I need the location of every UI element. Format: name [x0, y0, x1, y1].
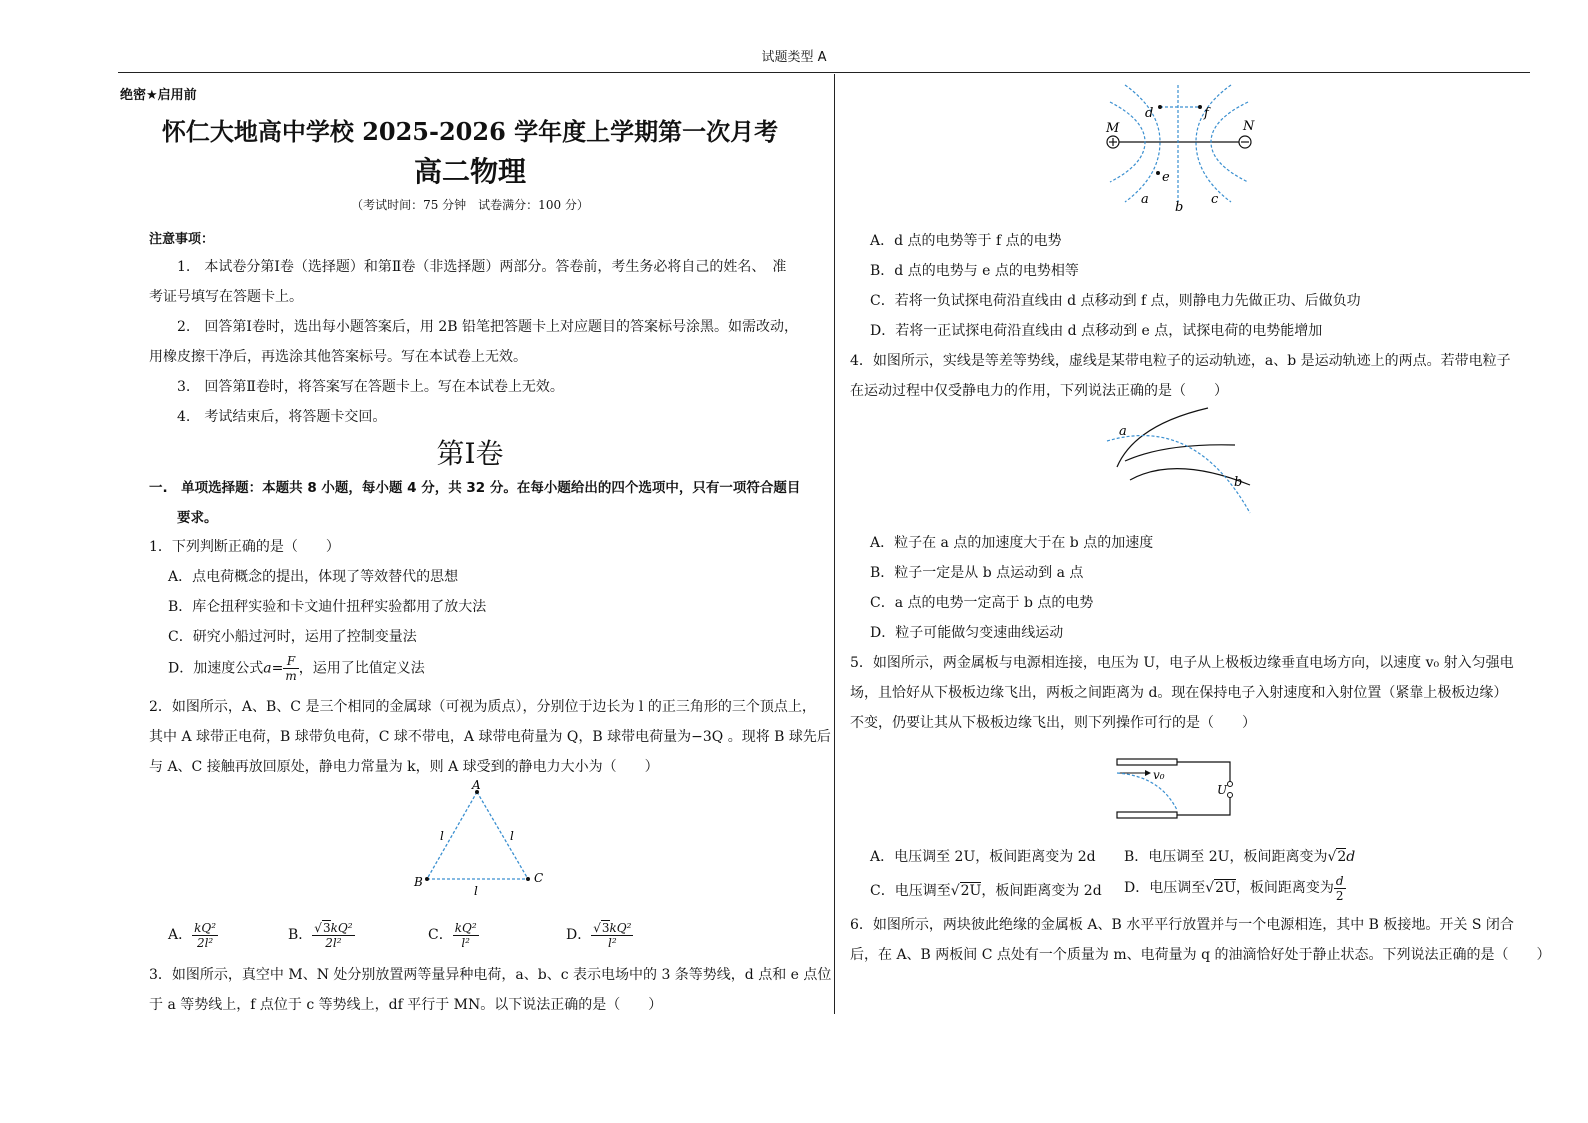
point-f — [1198, 105, 1202, 109]
q5-d-root: 2U — [1215, 880, 1236, 896]
q2-d-label: D． — [566, 927, 592, 943]
question-5-option-d: D．电压调至√2U，板间距离变为 $\frac{d}{2}$ — [1124, 873, 1344, 903]
label-e: e — [1162, 170, 1170, 185]
label-m: M — [1106, 121, 1120, 136]
wire — [1177, 762, 1230, 782]
question-2-line: 2．如图所示，A、B、C 是三个相同的金属球（可视为质点），分别位于边长为 l 的正三角形的三个顶点上， — [149, 699, 816, 715]
terminal-icon — [1228, 793, 1233, 798]
label-b: b — [1175, 200, 1184, 215]
label-u: U — [1217, 783, 1228, 797]
label-a: a — [1119, 424, 1127, 439]
equipotential-line — [1125, 445, 1235, 461]
q2-a-fraction — [192, 921, 218, 950]
q5-d-mid: ，板间距离变为 — [1235, 880, 1334, 896]
q5-d-fraction — [1334, 874, 1346, 903]
q5-b-prefix: B．电压调至 2U，板间距离变为 — [1124, 849, 1328, 865]
question-5-line: 不变，仍要让其从下极板边缘飞出，则下列操作可行的是（ ） — [850, 715, 1256, 731]
wire — [1177, 797, 1230, 815]
q5-d-prefix: D．电压调至 — [1124, 880, 1206, 896]
question-3-line: 3．如图所示，真空中 M、N 处分别放置两等量异种电荷，a、b、c 表示电场中的 3 条等势线，d 点和 e 点位 — [149, 967, 832, 983]
label-c: c — [1211, 192, 1219, 207]
q2-b-label: B． — [288, 927, 313, 943]
q2-b-fraction — [312, 921, 354, 950]
q5-c-root: 2U — [960, 883, 982, 899]
question-2-line: 与 A、C 接触再放回原处，静电力常量为 k，则 A 球受到的静电力大小为（ ） — [149, 759, 659, 775]
point-d — [1158, 105, 1162, 109]
q2-d-num: √3kQ² — [593, 920, 632, 935]
label-side: l — [440, 829, 444, 843]
notice-line: 4. 考试结束后，将答题卡交回。 — [177, 409, 387, 425]
label-b: b — [1234, 475, 1243, 490]
section-heading-cont: 要求。 — [177, 510, 218, 526]
question-4-line: 4．如图所示，实线是等差等势线，虚线是某带电粒子的运动轨迹，a、b 是运动轨迹上的两点。若带电粒子 — [850, 353, 1511, 369]
trajectory-figure — [1105, 405, 1260, 525]
subject-title: 高二物理 — [413, 155, 526, 188]
q1-d-num: F — [283, 654, 298, 669]
label-b: B — [414, 875, 423, 889]
field-line — [1125, 85, 1160, 202]
q2-c-fraction — [453, 921, 479, 950]
triangle-side — [427, 792, 477, 879]
field-line — [1196, 85, 1231, 202]
question-2-line: 其中 A 球带正电荷，B 球带负电荷，C 球不带电，A 球带电荷量为 Q，B 球带电荷量为−3Q 。现将 B 球先后 — [149, 729, 831, 745]
question-6-line: 后，在 A、B 两板间 C 点处有一个质量为 m、电荷量为 q 的油滴恰好处于静止状态。下列说法正确的是（ ） — [850, 947, 1551, 963]
label-d: d — [1145, 106, 1154, 121]
notice-line: 2. 回答第Ⅰ卷时，选出每小题答案后，用 2B 铅笔把答题卡上对应题目的答案标号涂黑。如需改动， — [177, 319, 798, 335]
q2-b-num: √3kQ² — [314, 920, 353, 935]
question-6-line: 6．如图所示，两块彼此绝缘的金属板 A、B 水平平行放置并与一个电源相连，其中 B 板接地。开关 S 闭合 — [850, 917, 1514, 933]
point-c — [526, 877, 530, 881]
header-divider — [118, 72, 1530, 73]
label-a: A — [472, 778, 481, 792]
question-2-option-d — [566, 918, 633, 952]
q2-b-den: 2l² — [325, 935, 342, 950]
confidential-mark: 绝密★启用前 — [120, 88, 197, 103]
question-1-option-a: A．点电荷概念的提出，体现了等效替代的思想 — [168, 569, 459, 585]
question-3-option-c: C．若将一负试探电荷沿直线由 d 点移动到 f 点，则静电力先做正功、后做负功 — [870, 293, 1361, 309]
question-5-option-a: A．电压调至 2U，板间距离变为 2d — [870, 849, 1096, 865]
exam-info: （考试时间：75 分钟 试卷满分：100 分） — [351, 198, 589, 212]
notice-line: 考证号填写在答题卡上。 — [149, 289, 303, 305]
volume-title: 第Ⅰ卷 — [436, 437, 504, 470]
q5-b-root: 2 — [1337, 849, 1347, 865]
q5-c-suffix: ，板间距离变为 2d — [981, 883, 1102, 899]
q5-d-num: d — [1335, 873, 1344, 888]
q2-a-num: kQ² — [194, 920, 217, 935]
triangle-figure — [400, 778, 560, 898]
question-1-stem: 1．下列判断正确的是（ ） — [149, 539, 340, 555]
label-f: f — [1204, 106, 1209, 121]
point-b — [425, 877, 429, 881]
q5-b-suffix: d — [1346, 849, 1356, 865]
q2-c-label: C． — [428, 927, 453, 943]
q1-d-prefix: D．加速度公式 — [168, 660, 264, 677]
exam-type-header: 试题类型 A — [761, 50, 827, 65]
capacitor-figure — [1110, 752, 1240, 832]
question-2-option-c — [428, 918, 479, 952]
label-n: N — [1243, 119, 1255, 134]
label-c: C — [534, 871, 544, 885]
q2-c-den: l² — [461, 935, 470, 950]
column-divider — [834, 74, 835, 1014]
question-4-option-b: B．粒子一定是从 b 点运动到 a 点 — [870, 565, 1084, 581]
q1-d-var: a — [263, 660, 272, 677]
question-5-option-b: B．电压调至 2U，板间距离变为√2d — [1124, 849, 1356, 865]
question-3-line: 于 a 等势线上，f 点位于 c 等势线上，df 平行于 MN。以下说法正确的是（ ） — [149, 997, 663, 1013]
notice-line: 用橡皮擦干净后，再选涂其他答案标号。写在本试卷上无效。 — [149, 349, 527, 365]
q2-a-den: 2l² — [196, 935, 214, 950]
q1-d-den: m — [285, 669, 297, 683]
question-5-line: 5．如图所示，两金属板与电源相连接，电压为 U，电子从上极板边缘垂直电场方向，以速度 v₀ 射入匀强电 — [850, 655, 1514, 671]
label-side: l — [474, 884, 478, 898]
question-4-line: 在运动过程中仅受静电力的作用，下列说法正确的是（ ） — [850, 383, 1228, 399]
question-3-option-a: A．d 点的电势等于 f 点的电势 — [870, 233, 1062, 249]
notice-line: 1. 本试卷分第Ⅰ卷（选择题）和第Ⅱ卷（非选择题）两部分。答卷前，考生务必将自己的姓名、 准 — [177, 259, 787, 275]
q1-d-suffix: ，运用了比值定义法 — [298, 660, 425, 677]
q2-c-num: kQ² — [454, 920, 477, 935]
q2-d-den: l² — [608, 935, 617, 950]
notice-line: 3. 回答第Ⅱ卷时，将答案写在答题卡上。写在本试卷上无效。 — [177, 379, 564, 395]
lower-plate — [1117, 812, 1177, 818]
q2-d-fraction — [591, 921, 633, 950]
terminal-icon — [1228, 782, 1233, 787]
exam-title: 怀仁大地高中学校 2025-2026 学年度上学期第一次月考 — [161, 117, 779, 146]
q1-d-fraction — [283, 654, 298, 683]
notice-heading: 注意事项： — [149, 232, 215, 247]
question-5-option-c: C．电压调至√2U，板间距离变为 2d — [870, 883, 1102, 899]
question-4-option-d: D．粒子可能做匀变速曲线运动 — [870, 625, 1064, 641]
section-heading: 一. 单项选择题：本题共 8 小题，每小题 4 分，共 32 分。在每小题给出的四个选项中，只有一项符合题目 — [149, 480, 801, 496]
question-4-option-c: C．a 点的电势一定高于 b 点的电势 — [870, 595, 1094, 611]
question-4-option-a: A．粒子在 a 点的加速度大于在 b 点的加速度 — [870, 535, 1154, 551]
upper-plate — [1117, 759, 1177, 765]
triangle-side — [477, 792, 528, 879]
q2-a-label: A． — [168, 927, 193, 943]
label-a: a — [1141, 192, 1149, 207]
question-1-option-d — [168, 654, 425, 683]
electron-path — [1117, 773, 1177, 810]
q5-d-den: 2 — [1335, 888, 1344, 903]
question-2-option-b — [288, 918, 355, 952]
equipotential-line — [1130, 469, 1250, 485]
question-1-option-b: B．库仑扭秤实验和卡文迪什扭秤实验都用了放大法 — [168, 599, 487, 615]
label-side: l — [510, 829, 514, 843]
arrow-head-icon — [1145, 770, 1151, 776]
question-1-option-c: C．研究小船过河时，运用了控制变量法 — [168, 629, 417, 645]
point-e — [1156, 171, 1160, 175]
question-5-line: 场，且恰好从下极板边缘飞出，两板之间距离为 d。现在保持电子入射速度和入射位置（紧靠上极板边缘） — [850, 685, 1508, 701]
q1-d-eq: = — [271, 660, 284, 677]
question-3-option-d: D．若将一正试探电荷沿直线由 d 点移动到 e 点，试探电荷的电势能增加 — [870, 323, 1323, 339]
question-2-option-a — [168, 918, 218, 952]
label-v0: v₀ — [1153, 768, 1165, 782]
equipotential-figure — [1105, 80, 1260, 220]
question-3-option-b: B．d 点的电势与 e 点的电势相等 — [870, 263, 1079, 279]
q5-c-prefix: C．电压调至 — [870, 883, 951, 899]
